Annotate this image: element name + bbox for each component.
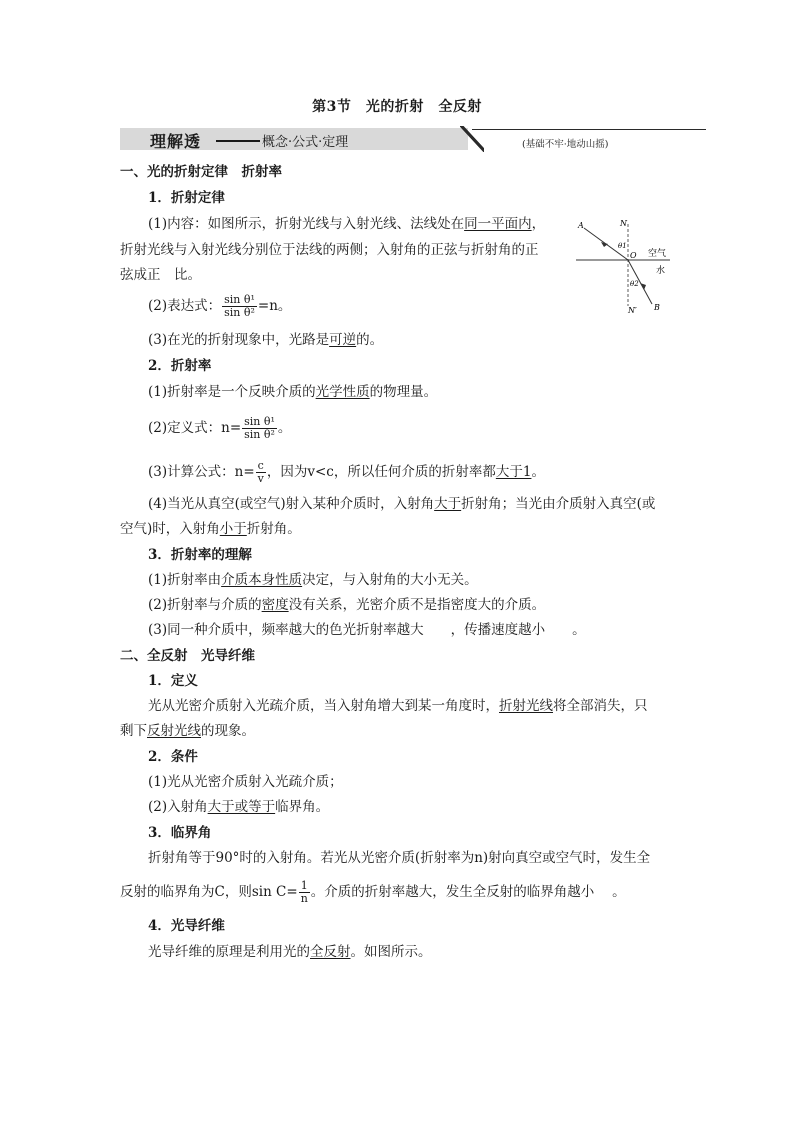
blank-greater: 大于 — [434, 496, 462, 512]
critical-line-1: 折射角等于90°时的入射角。若光从光密介质(折射率为n)射向真空或空气时，发生全 — [148, 850, 651, 866]
law-item-1: (1)内容：如图所示，折射光线与入射光线、法线处在同一平面内， — [148, 216, 546, 232]
definition-line-2: 剩下反射光线的现象。 — [120, 723, 255, 739]
blank-medium-property: 介质本身性质 — [221, 572, 303, 588]
blank-same-plane: 同一平面内 — [464, 216, 532, 232]
index-item-4: (4)当光从真空(或空气)射入某种介质时，入射角大于折射角；当光由介质射入真空(或 — [148, 496, 656, 512]
index-item-2: (2)定义式：n= $\frac{\text{sin θ¹}}{\text{sin θ²}}$ 。 — [148, 415, 292, 441]
subheading-definition: 1．定义 — [148, 673, 198, 689]
blank-density: 密度 — [261, 597, 289, 613]
blank-optical-property: 光学性质 — [315, 384, 370, 400]
understand-item-1: (1)折射率由介质本身性质决定，与入射角的大小无关。 — [148, 572, 478, 588]
critical-line-2: 反射的临界角为C，则sin C= $\frac{1}{n}$ 。介质的折射率越大，发生全反射的临界角越小 。 — [120, 879, 626, 905]
definition-line-1: 光从光密介质射入光疏介质，当入射角增大到某一角度时，折射光线将全部消失，只 — [148, 698, 648, 714]
label-o: O — [630, 251, 637, 260]
fraction-definition: $\frac{\text{sin θ¹}}{\text{sin θ²}}$ — [244, 415, 275, 441]
label-n-prime: N′ — [628, 306, 637, 315]
label-theta2: θ2 — [630, 280, 639, 288]
subheading-critical-angle: 3．临界角 — [148, 825, 212, 841]
law-item-1-line3: 弦成正 比。 — [120, 267, 201, 283]
understand-item-3: (3)同一种介质中，频率越大的色光折射率越大 ，传播速度越小 。 — [148, 622, 586, 638]
understand-item-2: (2)折射率与介质的密度没有关系，光密介质不是指密度大的介质。 — [148, 597, 546, 613]
condition-item-1: (1)光从光密介质射入光疏介质； — [148, 774, 343, 790]
subheading-understanding: 3．折射率的理解 — [148, 547, 252, 563]
label-n: N — [620, 219, 627, 228]
blank-reflected-ray: 反射光线 — [147, 723, 201, 739]
section-heading-refraction: 一、光的折射定律 折射率 — [120, 164, 282, 180]
fraction-sin-ratio: $\frac{\text{sin θ¹}}{\text{sin θ²}}$ — [224, 293, 255, 319]
law-item-3: (3)在光的折射现象中，光路是可逆的。 — [148, 332, 384, 348]
blank-refracted-ray: 折射光线 — [499, 698, 553, 714]
refracted-arrow-icon — [640, 283, 646, 290]
banner-dash — [216, 140, 260, 142]
refraction-diagram — [570, 216, 680, 316]
label-b: B — [654, 303, 660, 312]
blank-total-reflection: 全反射 — [310, 944, 351, 960]
label-theta1: θ1 — [618, 242, 627, 250]
subheading-conditions: 2．条件 — [148, 749, 198, 765]
law-item-1-line2: 折射光线与入射光线分别位于法线的两侧；入射角的正弦与折射角的正 — [120, 242, 539, 258]
condition-item-2: (2)入射角大于或等于临界角。 — [148, 799, 330, 815]
section-banner — [120, 126, 710, 158]
index-item-4-line2: 空气)时，入射角小于折射角。 — [120, 521, 301, 537]
fraction-one-over-n: $\frac{1}{n}$ — [300, 879, 308, 905]
banner-subtitle: 概念·公式·定理 — [262, 135, 349, 150]
banner-note: (基础不牢·地动山摇) — [522, 139, 609, 150]
section-heading-total-reflection: 二、全反射 光导纤维 — [120, 648, 255, 664]
page-title: 第3节 光的折射 全反射 — [312, 99, 482, 115]
fiber-line: 光导纤维的原理是利用光的全反射。如图所示。 — [148, 944, 432, 960]
law-item-2: (2)表达式： $\frac{\text{sin θ¹}}{\text{sin θ²}}$ =n。 — [148, 293, 292, 319]
subheading-optical-fiber: 4．光导纤维 — [148, 918, 225, 934]
fraction-c-over-v: $\frac{c}{v}$ — [257, 459, 264, 485]
blank-greater-than-1: 大于1 — [495, 464, 532, 480]
blank-less: 小于 — [219, 521, 247, 537]
index-item-3: (3)计算公式：n= $\frac{c}{v}$ ，因为v<c，所以任何介质的折射率都大于1。 — [148, 459, 545, 485]
label-a: A — [578, 221, 584, 230]
subheading-refractive-index: 2．折射率 — [148, 358, 212, 374]
blank-reversible: 可逆 — [329, 332, 357, 348]
subheading-refraction-law: 1．折射定律 — [148, 190, 225, 206]
label-air: 空气 — [648, 249, 667, 259]
index-item-1: (1)折射率是一个反映介质的光学性质的物理量。 — [148, 384, 438, 400]
banner-title: 理解透 — [150, 132, 202, 151]
label-water: 水 — [656, 266, 666, 276]
banner-rule — [472, 129, 706, 130]
blank-greater-or-equal: 大于或等于 — [207, 799, 276, 815]
